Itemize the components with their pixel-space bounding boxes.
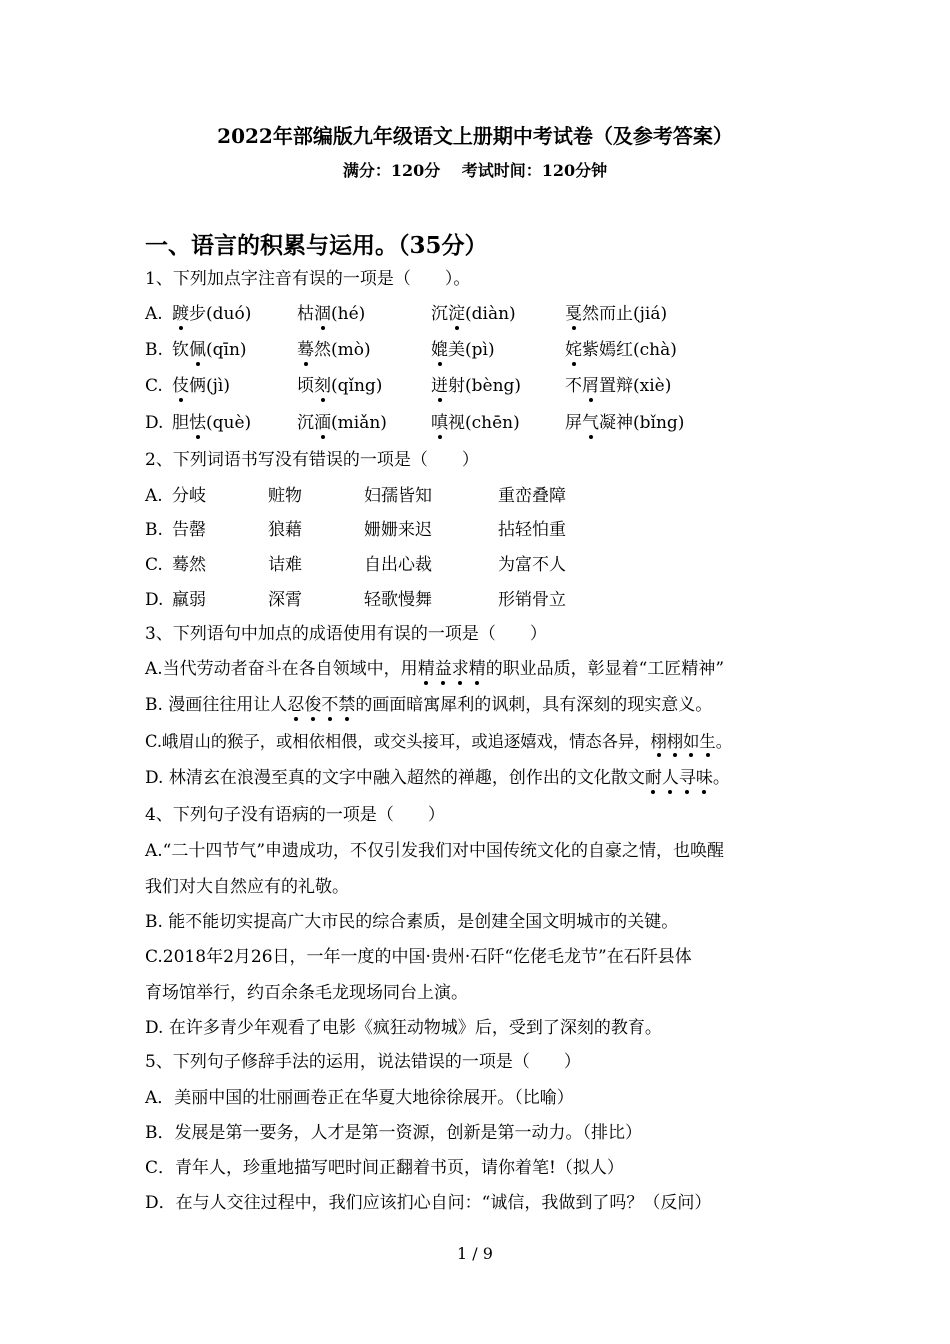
q1-word-dot: 淀 xyxy=(448,304,465,324)
q1-word-pre: 胆 xyxy=(172,413,189,433)
q2-option-label: C. xyxy=(145,555,163,575)
q1-word-dot: 伎 xyxy=(172,376,189,396)
q3-b-pre: B. 漫画往往用让人 xyxy=(145,695,288,715)
q3-option-c xyxy=(145,731,732,753)
q1-option-label: C. xyxy=(145,376,163,396)
q1-word-dot: 湎 xyxy=(314,413,331,433)
q1-option-word xyxy=(172,339,247,361)
q5-stem: 5、下列句子修辞手法的运用，说法错误的一项是（ ） xyxy=(145,1052,581,1072)
q2-stem: 2、下列词语书写没有错误的一项是（ ） xyxy=(145,450,479,470)
exam-info: 满分：120分 考试时间：120分钟 xyxy=(342,161,608,180)
q5-option-a: A．美丽中国的壮丽画卷正在华夏大地徐徐展开。（比喻） xyxy=(145,1088,574,1108)
q2-option-word: 分岐 xyxy=(172,486,206,506)
q3-c-pre: C.峨眉山的猴子，或相依相偎，或交头接耳，或追逐嬉戏，情态各异， xyxy=(145,732,651,751)
q5-option-c: C．青年人，珍重地描写吧时间正翻着书页，请你着笔!（拟人） xyxy=(145,1158,624,1178)
q1-option-label: D. xyxy=(145,413,164,433)
q3-option-d xyxy=(145,767,730,789)
q1-word-post: 凝神(bǐng) xyxy=(599,413,685,433)
q4-option-d: D. 在许多青少年观看了电影《疯狂动物城》后，受到了深刻的教育。 xyxy=(145,1018,662,1038)
emphasis-char: 耐 xyxy=(644,768,662,788)
q1-option-word xyxy=(431,303,516,325)
q1-word-dot: 踱 xyxy=(172,304,189,324)
q1-word-dot: 涸 xyxy=(314,304,331,324)
q4-option-a-cont: 我们对大自然应有的礼敬。 xyxy=(145,877,349,897)
q3-a-pre: A.当代劳动者奋斗在各自领域中，用 xyxy=(145,659,418,679)
q1-word-post: (qīn) xyxy=(206,340,247,360)
q3-d-pre: D. 林清玄在浪漫至真的文字中融入超然的禅趣，创作出的文化散文 xyxy=(145,768,645,788)
emphasis-char: 求 xyxy=(451,659,469,679)
q1-word-dot: 媲 xyxy=(431,340,448,360)
q5-option-b: B．发展是第一要务，人才是第一资源，创新是第一动力。（排比） xyxy=(145,1123,642,1143)
q1-option-word xyxy=(565,303,667,325)
q3-a-idiom xyxy=(418,659,486,679)
q1-option-word xyxy=(297,375,382,397)
q1-word-dot: 刻 xyxy=(314,376,331,396)
q1-option-word xyxy=(431,375,521,397)
q2-option-word: 告罄 xyxy=(172,520,206,540)
q3-a-post: 的职业品质，彰显着“工匠精神” xyxy=(485,659,725,679)
q2-option-word: 妇孺皆知 xyxy=(364,486,432,506)
emphasis-char: 生 xyxy=(699,732,716,751)
q2-option-word: 姗姗来迟 xyxy=(364,520,432,540)
q2-option-word: 轻歌慢舞 xyxy=(364,590,432,610)
q1-word-post: 俩(jì) xyxy=(189,376,230,396)
q1-option-word xyxy=(297,412,387,434)
q3-stem: 3、下列语句中加点的成语使用有误的一项是（ ） xyxy=(145,624,547,644)
q5-option-d: D．在与人交往过程中，我们应该扪心自问：“诚信，我做到了吗？（反问） xyxy=(145,1193,712,1213)
q1-word-post: 紫嫣红(chà) xyxy=(582,340,677,360)
q3-c-post: 。 xyxy=(715,732,732,751)
emphasis-char: 栩 xyxy=(666,732,684,751)
emphasis-char: 精 xyxy=(468,659,486,679)
emphasis-char: 栩 xyxy=(650,732,667,751)
q1-word-dot: 气 xyxy=(582,413,599,433)
q1-word-dot: 佩 xyxy=(189,340,206,360)
q1-word-post: 视(chēn) xyxy=(448,413,520,433)
emphasis-char: 人 xyxy=(661,768,679,788)
q1-word-dot: 嗔 xyxy=(431,413,448,433)
q1-word-pre: 钦 xyxy=(172,340,189,360)
q1-word-pre: 沉 xyxy=(297,413,314,433)
q2-option-word: 重峦叠障 xyxy=(498,486,566,506)
q1-option-word xyxy=(431,412,520,434)
q4-option-c-cont: 育场馆举行，约百余条毛龙现场同台上演。 xyxy=(145,983,468,1003)
q2-option-label: D. xyxy=(145,590,164,610)
q1-word-post: 然(mò) xyxy=(314,340,371,360)
q2-option-word: 狼藉 xyxy=(268,520,302,540)
q4-option-b: B. 能不能切实提高广大市民的综合素质，是创建全国文明城市的关键。 xyxy=(145,912,679,932)
q1-word-dot: 姹 xyxy=(565,340,582,360)
q1-word-post: (què) xyxy=(206,413,252,433)
q1-option-word xyxy=(565,412,684,434)
q3-b-idiom xyxy=(287,695,355,715)
emphasis-char: 寻 xyxy=(678,768,696,788)
q1-word-pre: 屏 xyxy=(565,413,582,433)
emphasis-char: 如 xyxy=(683,732,700,751)
q1-option-word xyxy=(172,375,230,397)
q4-option-a: A.“二十四节气”申遗成功，不仅引发我们对中国传统文化的自豪之情，也唤醒 xyxy=(145,841,725,861)
q3-option-a xyxy=(145,658,724,680)
emphasis-char: 味 xyxy=(695,768,713,788)
q1-word-post: 然而止(jiá) xyxy=(582,304,668,324)
q2-option-word: 拈轻怕重 xyxy=(498,520,566,540)
q1-option-label: B. xyxy=(145,340,163,360)
q1-word-dot: 迸 xyxy=(431,376,448,396)
q1-word-pre: 枯 xyxy=(297,304,314,324)
q1-option-word xyxy=(565,375,671,397)
q1-word-pre: 沉 xyxy=(431,304,448,324)
q2-option-word: 自出心裁 xyxy=(364,555,432,575)
q1-option-word xyxy=(431,339,495,361)
q1-word-post: 射(bèng) xyxy=(448,376,522,396)
q1-word-dot: 蓦 xyxy=(297,340,314,360)
q1-word-dot: 屑 xyxy=(582,376,599,396)
q1-word-post: (diàn) xyxy=(465,304,516,324)
q1-word-post: 步(duó) xyxy=(189,304,252,324)
emphasis-char: 禁 xyxy=(338,695,356,715)
q1-word-post: 美(pì) xyxy=(448,340,495,360)
page-number: 1 / 9 xyxy=(457,1244,493,1263)
q1-word-dot: 怯 xyxy=(189,413,206,433)
section-heading: 一、语言的积累与运用。（35分） xyxy=(145,232,488,259)
q3-d-post: 。 xyxy=(712,768,730,788)
q2-option-word: 深霄 xyxy=(268,590,302,610)
emphasis-char: 忍 xyxy=(287,695,305,715)
q1-option-word xyxy=(172,412,251,434)
q1-word-post: (miǎn) xyxy=(331,413,387,433)
q1-stem: 1、下列加点字注音有误的一项是（ ）。 xyxy=(145,269,471,289)
q4-stem: 4、下列句子没有语病的一项是（ ） xyxy=(145,805,445,825)
q2-option-label: B. xyxy=(145,520,163,540)
q3-c-idiom xyxy=(651,732,716,751)
q2-option-word: 蓦然 xyxy=(172,555,206,575)
q3-d-idiom xyxy=(645,768,713,788)
q1-word-pre: 不 xyxy=(565,376,582,396)
q1-option-word xyxy=(172,303,251,325)
q1-option-word xyxy=(297,303,365,325)
q1-option-word xyxy=(565,339,677,361)
emphasis-char: 不 xyxy=(321,695,339,715)
q1-word-post: (hé) xyxy=(331,304,366,324)
q2-option-word: 诘难 xyxy=(268,555,302,575)
emphasis-char: 益 xyxy=(434,659,452,679)
emphasis-char: 精 xyxy=(417,659,435,679)
q1-word-dot: 戛 xyxy=(565,304,582,324)
q1-word-post: 置辩(xiè) xyxy=(599,376,672,396)
q1-word-post: (qǐng) xyxy=(331,376,383,396)
q4-option-c: C.2018年2月26日，一年一度的中国·贵州·石阡“仡佬毛龙节”在石阡县体 xyxy=(145,947,692,967)
q1-option-label: A. xyxy=(145,304,163,324)
q2-option-word: 形销骨立 xyxy=(498,590,566,610)
q3-option-b xyxy=(145,694,712,716)
emphasis-char: 俊 xyxy=(304,695,322,715)
q1-option-word xyxy=(297,339,371,361)
q3-b-post: 的画面暗寓犀利的讽刺，具有深刻的现实意义。 xyxy=(355,695,713,715)
page-title: 2022年部编版九年级语文上册期中考试卷（及参考答案） xyxy=(217,124,733,148)
q1-word-pre: 顷 xyxy=(297,376,314,396)
q2-option-word: 赃物 xyxy=(268,486,302,506)
q2-option-word: 羸弱 xyxy=(172,590,206,610)
q2-option-label: A. xyxy=(145,486,163,506)
q2-option-word: 为富不人 xyxy=(498,555,566,575)
